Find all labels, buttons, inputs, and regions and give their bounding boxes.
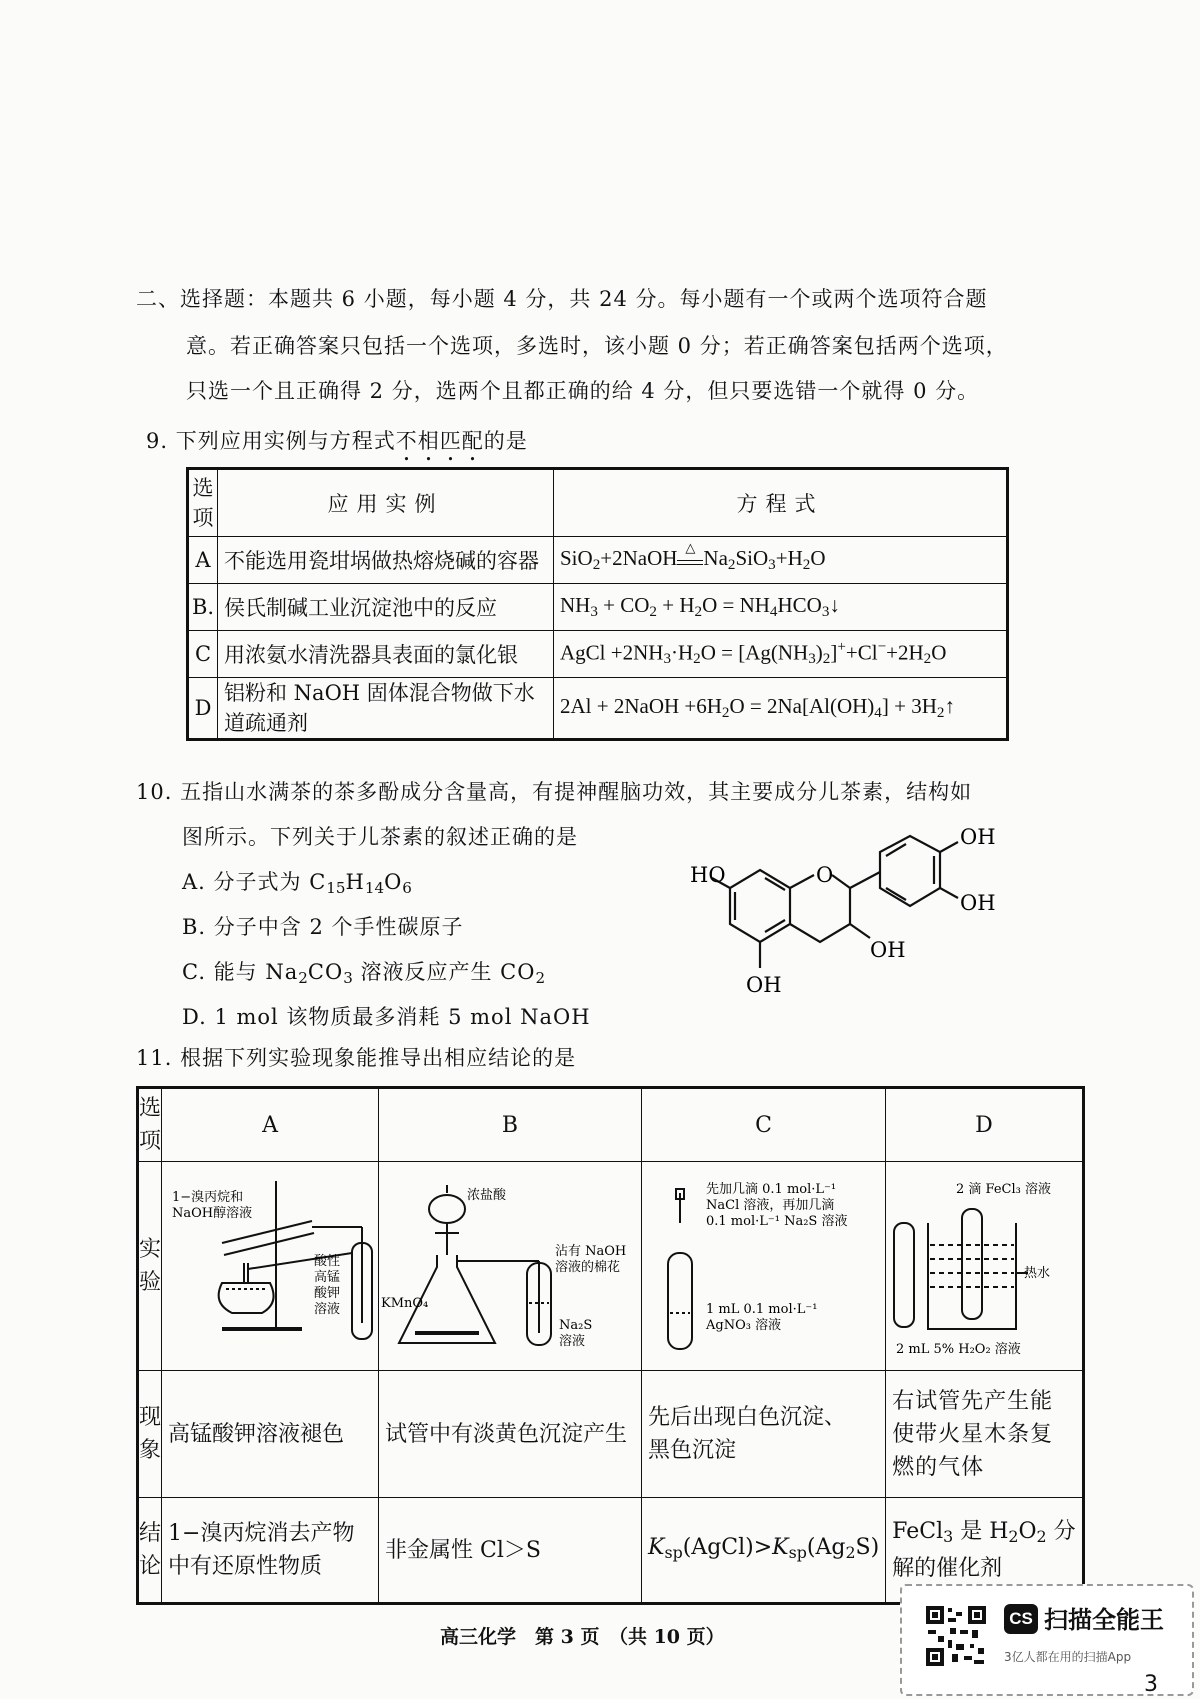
q9-stem-text-a: 下列应用实例与方程式	[175, 429, 396, 453]
apparatus-a-tube-3: 酸钾	[314, 1286, 341, 1301]
table-row	[188, 678, 1008, 740]
section-instructions-line-2: 意。若正确答案只包括一个选项，多选时，该小题 0 分；若正确答案包括两个选项，	[186, 334, 1008, 358]
apparatus-c-top-2: NaCl 溶液，再加几滴	[706, 1198, 835, 1213]
apparatus-c-top-1: 先加几滴 0.1 mol·L⁻¹	[706, 1182, 837, 1197]
q9-application: 侯氏制碱工业沉淀池中的反应	[218, 584, 554, 631]
structure-label-ring-oxygen: O	[816, 863, 834, 887]
q9-option-label: A	[188, 537, 218, 584]
q11-table-header	[138, 1088, 1084, 1162]
q9-application: 用浓氨水清洗器具表面的氯化银	[218, 631, 554, 678]
structure-label-oh: OH	[960, 825, 996, 849]
q11-header-col-b: B	[379, 1088, 642, 1162]
q11-header-col-d: D	[886, 1088, 1083, 1162]
q9-header-option: 选 项	[188, 469, 218, 537]
q10-option-c: C. 能与 $Na_2CO_3$ 溶液反应产生 $CO_2$	[182, 960, 546, 987]
section-instructions-line-1: 二、选择题：本题共 6 小题，每小题 4 分，共 24 分。每小题有一个或两个选项符合题	[136, 287, 988, 311]
catechin-structure	[690, 820, 1020, 1000]
q9-equation: $NH_3 + CO_2 + H_2O$ = $NH_4HCO_3↓$	[554, 584, 1008, 631]
apparatus-c-top-3: 0.1 mol·L⁻¹ Na₂S 溶液	[706, 1214, 848, 1229]
table-row	[188, 584, 1008, 631]
page-footer: 高三化学 第 3 页 （共 10 页）	[440, 1626, 725, 1648]
q10-option-d: D. 1 mol 该物质最多消耗 5 mol NaOH	[182, 1005, 591, 1029]
apparatus-c-bottom-2: AgNO₃ 溶液	[706, 1318, 782, 1333]
apparatus-b-solid: KMnO₄	[381, 1296, 429, 1311]
structure-label-ho: HO	[690, 863, 726, 887]
q9-stem	[146, 425, 528, 466]
q11-phenomenon-d: 右试管先产生能 使带火星木条复 燃的气体	[886, 1371, 1083, 1498]
q11-experiment-row	[138, 1162, 1084, 1371]
watermark-tagline: 3亿人都在用的扫描App	[1004, 1650, 1132, 1664]
q9-equation: AgCl $+2NH_3\cdot H_2O = [Ag(NH_3)_2]^++Cl^-+2H_2O$	[554, 631, 1008, 678]
q9-header-application: 应用实例	[218, 469, 554, 537]
q11-conclusion-b: 非金属性 Cl＞S	[379, 1498, 642, 1604]
q9-table-header	[188, 469, 1008, 537]
apparatus-a	[162, 1162, 379, 1371]
q9-application: 铝粉和 NaOH 固体混合物做下水 道疏通剂	[218, 678, 554, 740]
q11-number: 11.	[136, 1046, 173, 1070]
apparatus-d-top: 2 滴 FeCl₃ 溶液	[956, 1182, 1052, 1197]
q11-stem: 11. 根据下列实验现象能推导出相应结论的是	[136, 1046, 577, 1070]
watermark-brand: 扫描全能王	[1044, 1606, 1164, 1634]
apparatus-a-reagent-1: 1−溴丙烷和	[172, 1190, 244, 1205]
table-row	[188, 537, 1008, 584]
apparatus-a-tube-4: 溶液	[314, 1302, 341, 1317]
q11-phenomenon-a: 高锰酸钾溶液褪色	[162, 1371, 379, 1498]
q9-equation: 2Al + 2NaOH $+6H_2O = 2Na[Al(OH)_4]$ + $3H_2↑$	[554, 678, 1008, 740]
q11-header-col-c: C	[642, 1088, 886, 1162]
q9-number: 9.	[146, 429, 169, 453]
q9-option-label: B.	[188, 584, 218, 631]
q9-table	[186, 467, 1009, 741]
apparatus-b-acid: 浓盐酸	[467, 1188, 507, 1203]
structure-label-oh: OH	[870, 938, 906, 962]
apparatus-b-tube-1: Na₂S	[559, 1318, 593, 1333]
q9-application: 不能选用瓷坩埚做热熔烧碱的容器	[218, 537, 554, 584]
heat-triangle-icon: △	[685, 540, 696, 556]
apparatus-c-bottom-1: 1 mL 0.1 mol·L⁻¹	[706, 1302, 818, 1317]
q10-stem-line-1: 10. 五指山水满茶的茶多酚成分含量高，有提神醒脑功效，其主要成分儿茶素，结构如	[136, 780, 973, 804]
q9-stem-text-b: 的是	[483, 429, 528, 453]
apparatus-d	[886, 1162, 1083, 1371]
q11-phenomenon-label: 现 象	[138, 1371, 162, 1498]
q10-number: 10.	[136, 780, 173, 804]
apparatus-a-reagent-2: NaOH醇溶液	[172, 1206, 253, 1221]
q10-option-a: A. 分子式为 $C_{15}H_{14}O_6$	[182, 870, 412, 897]
apparatus-b-cotton-2: 溶液的棉花	[555, 1260, 621, 1275]
q9-equation: SiO$_2$+2NaOH △ $Na_2SiO_3+H_2O$	[554, 537, 1008, 584]
q11-conclusion-c: $K_{sp}(AgCl)>K_{sp}(Ag_2S)$	[642, 1498, 886, 1604]
qr-code-icon	[924, 1604, 988, 1668]
q9-option-label: D	[188, 678, 218, 740]
q11-conclusion-d: FeCl$_3$ 是 $H_2O_2$ 分 解的催化剂	[886, 1498, 1083, 1604]
section-instructions-line-3: 只选一个且正确得 2 分，选两个且都正确的给 4 分，但只要选错一个就得 0 分。	[186, 379, 980, 403]
apparatus-a-tube-1: 酸性	[314, 1254, 341, 1269]
q10-option-b: B. 分子中含 2 个手性碳原子	[182, 915, 464, 939]
q9-header-equation: 方程式	[554, 469, 1008, 537]
apparatus-d-bottom: 2 mL 5% H₂O₂ 溶液	[896, 1342, 1021, 1357]
apparatus-d-water: 热水	[1024, 1266, 1051, 1281]
q9-stem-emphasis: 不相匹配	[395, 429, 484, 453]
structure-label-oh: OH	[746, 973, 782, 997]
q11-header-col-a: A	[162, 1088, 379, 1162]
camscanner-logo-icon: CS	[1004, 1604, 1038, 1634]
structure-label-oh: OH	[960, 891, 996, 915]
apparatus-b-cotton-1: 沾有 NaOH	[555, 1244, 627, 1259]
apparatus-a-tube-2: 高锰	[314, 1270, 341, 1285]
q11-conclusion-label: 结 论	[138, 1498, 162, 1604]
q11-header-option: 选 项	[138, 1088, 162, 1162]
apparatus-b-tube-2: 溶液	[559, 1334, 586, 1349]
q10-stem-line-2: 图所示。下列关于儿茶素的叙述正确的是	[182, 825, 578, 849]
q11-table	[136, 1086, 1085, 1605]
corner-page-number: 3	[1144, 1672, 1158, 1697]
q11-conclusion-a: 1−溴丙烷消去产物 中有还原性物质	[162, 1498, 379, 1604]
q11-experiment-label: 实 验	[138, 1162, 162, 1371]
q11-phenomenon-c: 先后出现白色沉淀、 黑色沉淀	[642, 1371, 886, 1498]
q9-option-label: C	[188, 631, 218, 678]
table-row	[188, 631, 1008, 678]
q11-phenomenon-row	[138, 1371, 1084, 1498]
q11-phenomenon-b: 试管中有淡黄色沉淀产生	[379, 1371, 642, 1498]
apparatus-c	[642, 1162, 886, 1371]
apparatus-b	[379, 1162, 642, 1371]
